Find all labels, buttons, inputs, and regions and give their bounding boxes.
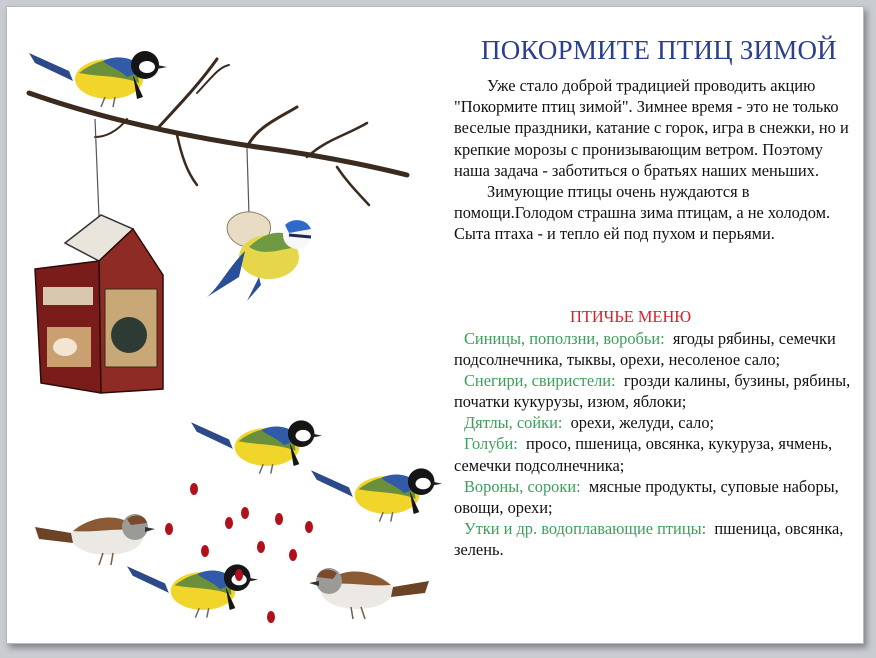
menu-birds: Синицы, поползни, воробьи: [464, 329, 665, 348]
menu-food: орехи, желуди, сало; [570, 413, 715, 433]
menu-food: ягоды рябины, семечки подсолнечника, тыквы, орехи, несоленое сало; [454, 329, 836, 370]
menu-item [454, 433, 859, 475]
intro-paragraph: Уже стало доброй традицией проводить акцию "Покормите птиц зимой". Зимнее время - это не только веселые праздники, катание с горок, игра в снежки, но и крепкие морозы с пронизывающим ветром. Поэтому наша задача - заботиться о братьях наших меньших. [454, 76, 849, 180]
menu-food: грозди калины, бузины, рябины, початки кукурузы, изюм, яблоки; [454, 371, 851, 412]
sparrow [309, 568, 429, 619]
menu-title: ПТИЧЬЕ МЕНЮ [570, 307, 692, 326]
menu-item [454, 412, 859, 433]
page-sheet [6, 6, 864, 644]
feeder-string [247, 149, 249, 215]
great-tit [191, 420, 322, 473]
menu-food: пшеница, овсянка, зелень. [454, 518, 844, 559]
great-tit [311, 468, 442, 521]
sparrow [35, 514, 155, 565]
menu-item [454, 370, 859, 412]
illustration [7, 7, 447, 643]
menu-birds: Снегири, свиристели: [464, 371, 616, 391]
menu-food: мясные продукты, суповые наборы, овощи, орехи; [454, 476, 839, 517]
menu-birds: Утки и др. водоплавающие птицы: [464, 518, 707, 538]
menu-item [454, 518, 859, 560]
menu-birds: Дятлы, сойки: [464, 413, 563, 433]
menu-birds: Голуби: [464, 434, 518, 454]
menu-birds: Вороны, сороки: [464, 476, 581, 496]
menu-item [454, 476, 859, 518]
page-title: ПОКОРМИТЕ ПТИЦ ЗИМОЙ [481, 35, 837, 65]
carton-feeder [35, 215, 163, 393]
bird-menu-list [454, 328, 859, 560]
intro-paragraph: Зимующие птицы очень нуждаются в помощи.Голодом страшна зима птицам, а не холодом. Сыта птаха - и тепло ей под пухом и перьями. [454, 182, 831, 244]
menu-food: просо, пшеница, овсянка, кукуруза, ячмень, семечки подсолнечника; [454, 434, 833, 475]
menu-item [454, 328, 859, 370]
feeder-string [95, 119, 99, 217]
intro-text [454, 75, 859, 245]
